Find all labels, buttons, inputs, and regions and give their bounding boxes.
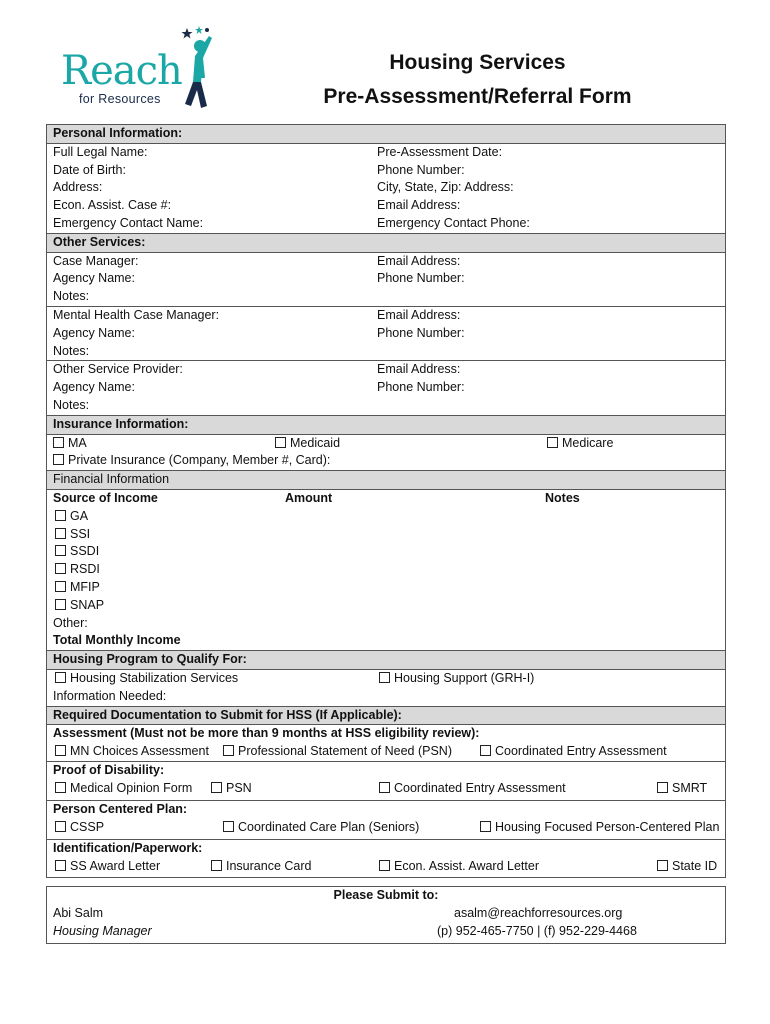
field-row: Other Service Provider: Email Address:	[47, 360, 725, 379]
private-insurance-row	[47, 452, 725, 470]
field-row: Econ. Assist. Case #: Email Address:	[53, 198, 461, 213]
ma-checkbox[interactable]: MA	[53, 435, 87, 453]
field-row: Agency Name: Phone Number:	[53, 271, 465, 286]
submit-header: Please Submit to:	[333, 888, 439, 902]
total-monthly-income: Total Monthly Income	[53, 633, 181, 648]
grh-checkbox[interactable]: Housing Support (GRH-I)	[379, 670, 534, 688]
id-options	[47, 858, 725, 877]
field-row: Mental Health Case Manager: Email Address:	[47, 306, 725, 325]
cssp-checkbox[interactable]: CSSP	[55, 819, 104, 837]
insurance-options	[47, 435, 725, 453]
hss-checkbox[interactable]: Housing Stabilization Services	[55, 670, 238, 688]
submit-row-1	[47, 905, 725, 923]
contact-name: Abi Salm	[53, 905, 104, 920]
field-row: Notes:	[53, 289, 90, 304]
disability-title: Proof of Disability:	[47, 761, 725, 780]
insurance-card-checkbox[interactable]: Insurance Card	[211, 858, 311, 876]
hfpcp-checkbox[interactable]: Housing Focused Person-Centered Plan	[480, 819, 719, 837]
submit-box	[46, 886, 726, 944]
field-row: Emergency Contact Name: Emergency Contact Phone:	[53, 215, 530, 230]
field-row: Agency Name: Phone Number:	[53, 325, 465, 340]
medicaid-checkbox[interactable]: Medicaid	[275, 435, 340, 453]
logo-tagline: for Resources	[79, 92, 161, 106]
coordinated-entry-checkbox[interactable]: Coordinated Entry Assessment	[480, 743, 667, 761]
ss-award-checkbox[interactable]: SS Award Letter	[55, 858, 160, 876]
mn-choices-checkbox[interactable]: MN Choices Assessment	[55, 743, 209, 761]
field-row: Address: City, State, Zip: Address:	[53, 180, 514, 195]
contact-email[interactable]: asalm@reachforresources.org	[454, 905, 623, 920]
field-row: Notes:	[53, 343, 90, 358]
medical-opinion-checkbox[interactable]: Medical Opinion Form	[55, 780, 192, 798]
form-title: Housing Services	[389, 51, 566, 74]
info-needed: Information Needed:	[53, 688, 167, 703]
private-insurance-checkbox[interactable]: Private Insurance (Company, Member #, Card):	[53, 452, 330, 470]
field-row: Notes:	[53, 397, 90, 412]
form-subtitle: Pre-Assessment/Referral Form	[323, 85, 632, 108]
id-title: Identification/Paperwork:	[47, 839, 725, 858]
smrt-checkbox[interactable]: SMRT	[657, 780, 707, 798]
income-ga[interactable]: GA	[47, 508, 725, 526]
income-ssi[interactable]: SSI	[47, 526, 725, 544]
section-personal: Personal Information:	[47, 125, 725, 144]
income-mfip[interactable]: MFIP	[47, 579, 725, 597]
financial-columns: Source of Income Amount Notes	[53, 490, 580, 505]
assessment-options	[47, 743, 725, 761]
pcp-title: Person Centered Plan:	[47, 800, 725, 819]
income-snap[interactable]: SNAP	[47, 597, 725, 615]
contact-phones: (p) 952-465-7750 | (f) 952-229-4468	[437, 923, 637, 938]
econ-award-checkbox[interactable]: Econ. Assist. Award Letter	[379, 858, 539, 876]
income-rsdi[interactable]: RSDI	[47, 561, 725, 579]
disability-options	[47, 780, 725, 798]
housing-options	[47, 670, 725, 688]
state-id-checkbox[interactable]: State ID	[657, 858, 717, 876]
pcp-options	[47, 819, 725, 839]
medicare-checkbox[interactable]: Medicare	[547, 435, 613, 453]
reaching-figure-icon	[173, 26, 219, 110]
assessment-title: Assessment (Must not be more than 9 months at HSS eligibility review):	[53, 726, 480, 741]
field-row: Full Legal Name: Pre-Assessment Date:	[53, 144, 503, 159]
field-row: Case Manager: Email Address:	[53, 253, 461, 268]
logo-word: Reach	[61, 48, 182, 94]
section-housing-program: Housing Program to Qualify For:	[47, 650, 725, 670]
field-row: Date of Birth: Phone Number:	[53, 162, 465, 177]
section-required-docs: Required Documentation to Submit for HSS (If Applicable):	[47, 706, 725, 726]
psn-checkbox[interactable]: PSN	[211, 780, 252, 798]
section-insurance: Insurance Information:	[47, 415, 725, 435]
section-financial: Financial Information	[47, 470, 725, 490]
income-ssdi[interactable]: SSDI	[47, 543, 725, 561]
referral-form	[46, 124, 726, 878]
section-other-services: Other Services:	[47, 233, 725, 253]
submit-row-2	[47, 923, 725, 941]
field-row: Agency Name: Phone Number:	[53, 380, 465, 395]
logo	[55, 26, 220, 112]
ccp-checkbox[interactable]: Coordinated Care Plan (Seniors)	[223, 819, 419, 837]
psn-statement-checkbox[interactable]: Professional Statement of Need (PSN)	[223, 743, 452, 761]
disability-ce-checkbox[interactable]: Coordinated Entry Assessment	[379, 780, 566, 798]
income-other: Other:	[53, 615, 88, 630]
contact-role: Housing Manager	[53, 923, 152, 938]
